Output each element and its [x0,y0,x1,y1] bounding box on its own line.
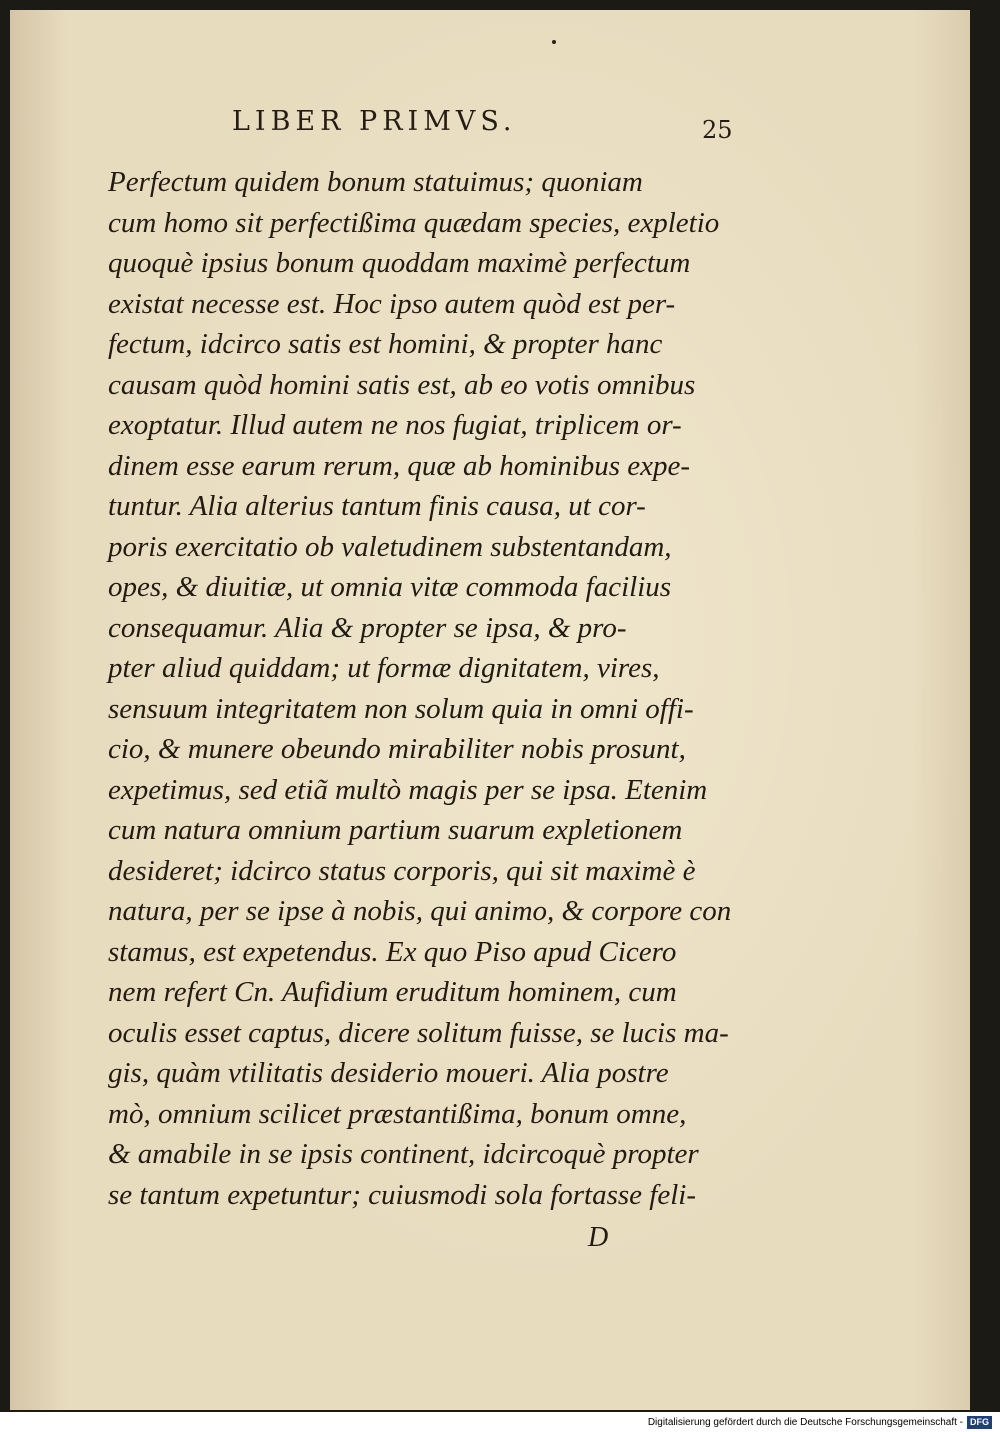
page-number: 25 [702,116,733,144]
text-line: se tantum expetuntur; cuiusmodi sola fortasse feli- [108,1178,696,1211]
text-line: & amabile in se ipsis continent, idcircoquè propter [108,1138,699,1170]
text-line: expetimus, sed etiã multò magis per se ipsa. Etenim [108,773,708,806]
dfg-logo[interactable]: DFG [967,1416,992,1429]
footer-credit: Digitalisierung gefördert durch die Deutsche Forschungsgemeinschaft - [647,1416,963,1428]
text-line: dinem esse earum rerum, quæ ab hominibus expe- [108,449,691,482]
text-line: fectum, idcirco satis est homini, & propter hanc [108,328,663,360]
running-head: LIBER PRIMVS. [232,106,517,137]
text-line: nem refert Cn. Aufidium eruditum hominem, cum [108,976,677,1008]
signature-mark: D [588,1222,609,1253]
text-line: oculis esset captus, dicere solitum fuisse, se lucis ma- [108,1016,729,1049]
text-line: exoptatur. Illud autem ne nos fugiat, triplicem or- [108,409,682,441]
text-line: desideret; idcirco status corporis, qui sit maximè è [108,854,696,887]
text-line: cum natura omnium partium suarum expletionem [108,814,683,846]
text-line: Perfectum quidem bonum statuimus; quoniam [108,166,643,198]
text-line: gis, quàm vtilitatis desiderio moueri. Alia postre [108,1057,669,1089]
text-line: natura, per se ipse à nobis, qui animo, & corpore con [108,895,732,927]
text-line: opes, & diuitiæ, ut omnia vitæ commoda facilius [108,571,672,603]
text-line: cio, & munere obeundo mirabiliter nobis prosunt, [108,733,686,765]
text-block [108,162,748,1215]
text-line: poris exercitatio ob valetudinem substentandam, [108,530,672,563]
text-line: quoquè ipsius bonum quoddam maximè perfectum [108,247,691,279]
text-line: cum homo sit perfectißima quædam species, expletio [108,206,720,239]
book-page [10,10,970,1410]
text-line: consequamur. Alia & propter se ipsa, & pro- [108,611,627,644]
text-line: sensuum integritatem non solum quia in omni offi- [108,692,694,725]
text-line: existat necesse est. Hoc ipso autem quòd est per- [108,287,676,320]
ink-dot [552,40,556,44]
text-line: tuntur. Alia alterius tantum finis causa, ut cor- [108,490,646,522]
text-line: mò, omnium scilicet præstantißima, bonum omne, [108,1097,687,1130]
digitization-footer [648,1414,992,1430]
text-line: causam quòd homini satis est, ab eo votis omnibus [108,368,696,401]
text-line: stamus, est expetendus. Ex quo Piso apud Cicero [108,935,677,968]
text-line: pter aliud quiddam; ut formæ dignitatem, vires, [108,652,660,684]
